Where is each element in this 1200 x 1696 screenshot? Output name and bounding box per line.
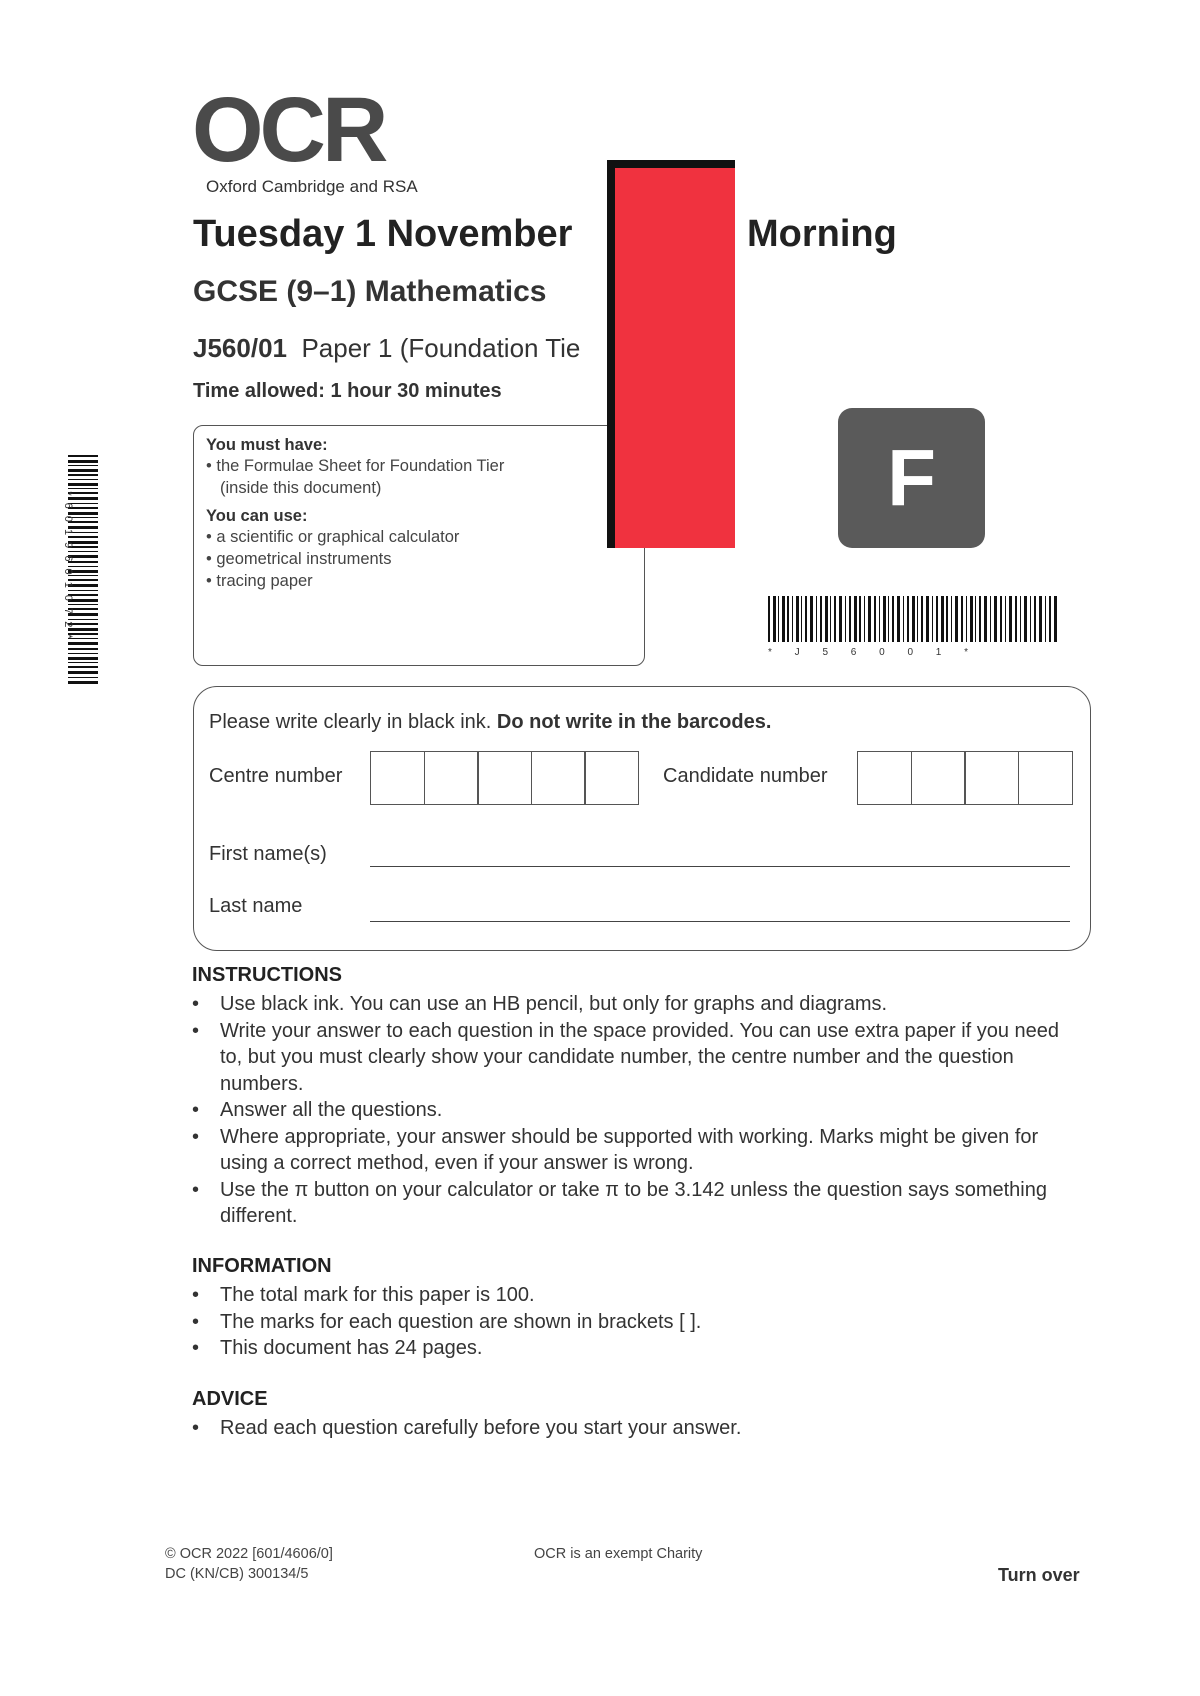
candidate-number-label: Candidate number bbox=[663, 765, 828, 787]
charity-note: OCR is an exempt Charity bbox=[534, 1546, 703, 1562]
paper-code: J560/01 bbox=[193, 333, 287, 363]
centre-number-label: Centre number bbox=[209, 765, 343, 787]
redaction-block bbox=[615, 168, 735, 548]
can-use-item: • tracing paper bbox=[206, 572, 313, 590]
can-use-item: • a scientific or graphical calculator bbox=[206, 528, 460, 546]
first-name-field[interactable] bbox=[370, 865, 1070, 867]
candidate-number-boxes bbox=[857, 751, 1073, 805]
centre-digit-box[interactable] bbox=[424, 751, 479, 805]
information-list bbox=[192, 1282, 1092, 1362]
side-barcode-digits: * 6 0 1 9 6 0 1 0 7 2 * bbox=[62, 491, 74, 641]
advice-list bbox=[192, 1415, 1092, 1442]
last-name-field[interactable] bbox=[370, 920, 1070, 922]
list-item: • This document has 24 pages. bbox=[192, 1335, 1092, 1362]
instructions-list bbox=[192, 991, 1092, 1230]
can-use-item: • geometrical instruments bbox=[206, 550, 392, 568]
tier-badge: F bbox=[838, 408, 985, 548]
side-barcode bbox=[58, 455, 98, 685]
centre-digit-box[interactable] bbox=[584, 751, 639, 805]
doc-code: DC (KN/CB) 300134/5 bbox=[165, 1566, 309, 1582]
list-item: • Use black ink. You can use an HB pencil, but only for graphs and diagrams. bbox=[192, 991, 1092, 1018]
candidate-digit-box[interactable] bbox=[1018, 751, 1073, 805]
list-item: • Use the π button on your calculator or take π to be 3.142 unless the question says something different. bbox=[192, 1177, 1080, 1230]
ocr-logo: OCR bbox=[192, 79, 385, 181]
paper-barcode-graphic bbox=[768, 596, 1058, 642]
redaction-edge-top bbox=[607, 160, 735, 168]
list-item: • The total mark for this paper is 100. bbox=[192, 1282, 1092, 1309]
form-instruction-plain: Please write clearly in black ink. bbox=[209, 711, 492, 733]
last-name-label: Last name bbox=[209, 895, 303, 917]
list-item: • Where appropriate, your answer should be supported with working. Marks might be given for using a correct method, even if your answer is wrong. bbox=[192, 1124, 1080, 1177]
paper-barcode-digits: * J 5 6 0 0 1 * bbox=[768, 647, 979, 658]
paper-barcode bbox=[768, 596, 1058, 658]
list-item: • Answer all the questions. bbox=[192, 1097, 1092, 1124]
exam-session: Morning bbox=[747, 213, 897, 255]
centre-number-boxes bbox=[370, 751, 639, 805]
must-have-heading: You must have: bbox=[206, 436, 328, 454]
must-have-item: • the Formulae Sheet for Foundation Tier (inside this document) bbox=[206, 457, 505, 497]
candidate-digit-box[interactable] bbox=[857, 751, 912, 805]
form-instruction-bold: Do not write in the barcodes. bbox=[496, 711, 772, 733]
instructions-heading: INSTRUCTIONS bbox=[192, 964, 342, 986]
redaction-edge bbox=[607, 160, 615, 548]
list-item: • The marks for each question are shown in brackets [ ]. bbox=[192, 1309, 1092, 1336]
form-instruction bbox=[209, 711, 771, 734]
requirements-box bbox=[193, 425, 645, 666]
paper-title-line bbox=[193, 334, 580, 363]
centre-digit-box[interactable] bbox=[477, 751, 532, 805]
footer-left bbox=[165, 1544, 333, 1584]
time-allowed: Time allowed: 1 hour 30 minutes bbox=[193, 380, 502, 402]
first-name-label: First name(s) bbox=[209, 843, 327, 865]
centre-digit-box[interactable] bbox=[370, 751, 425, 805]
candidate-digit-box[interactable] bbox=[911, 751, 966, 805]
turn-over: Turn over bbox=[998, 1565, 1080, 1585]
centre-digit-box[interactable] bbox=[531, 751, 586, 805]
copyright: © OCR 2022 [601/4606/0] bbox=[165, 1546, 333, 1562]
ocr-tagline: Oxford Cambridge and RSA bbox=[206, 177, 418, 196]
candidate-digit-box[interactable] bbox=[964, 751, 1019, 805]
advice-heading: ADVICE bbox=[192, 1388, 268, 1410]
exam-subject: GCSE (9–1) Mathematics bbox=[193, 275, 547, 308]
list-item: • Write your answer to each question in the space provided. You can use extra paper if you need to, but you must clearly show your candidate number, the centre number and the question numbers. bbox=[192, 1018, 1080, 1098]
can-use-heading: You can use: bbox=[206, 507, 308, 525]
information-heading: INFORMATION bbox=[192, 1255, 332, 1277]
list-item: • Read each question carefully before you start your answer. bbox=[192, 1415, 1092, 1442]
candidate-details-box bbox=[193, 686, 1091, 951]
paper-title: Paper 1 (Foundation Tie bbox=[301, 333, 581, 363]
exam-date: Tuesday 1 November bbox=[193, 213, 573, 255]
